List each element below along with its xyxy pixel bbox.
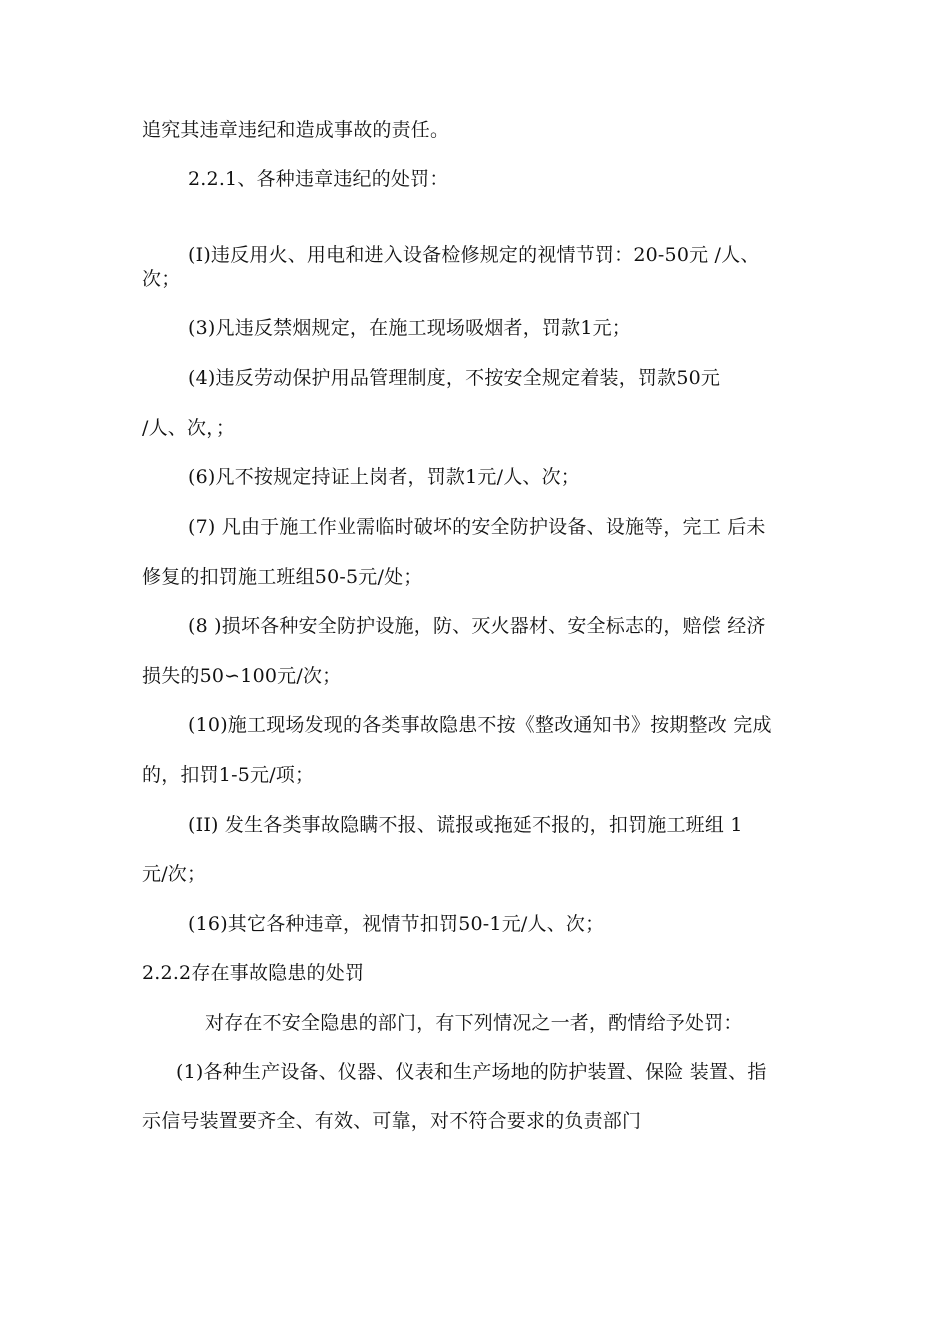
- text-line: (6)凡不按规定持证上岗者，罚款1元/人、次；: [188, 466, 581, 488]
- text-line: (I)违反用火、用电和进入设备检修规定的视情节罚：20-50元 /人、: [188, 244, 760, 266]
- text-line: 追究其违章违纪和造成事故的责任。: [142, 119, 450, 141]
- text-line: 的，扣罚1-5元/项；: [142, 764, 315, 786]
- section-heading: 2.2.1、各种违章违纪的处罚：: [188, 168, 449, 190]
- text-line: (8 )损坏各种安全防护设施，防、灭火器材、安全标志的，赔偿 经济: [188, 615, 766, 637]
- text-line: (4)违反劳动保护用品管理制度，不按安全规定着装，罚款50元: [188, 367, 721, 389]
- text-line: 修复的扣罚施工班组50-5元/处；: [142, 566, 423, 588]
- text-line: (7) 凡由于施工作业需临时破坏的安全防护设备、设施等，完工 后未: [188, 516, 766, 538]
- text-line: /人、次，；: [142, 417, 236, 439]
- text-line: (3)凡违反禁烟规定，在施工现场吸烟者，罚款1元；: [188, 317, 632, 339]
- section-heading: 2.2.2存在事故隐患的处罚: [142, 962, 365, 984]
- text-line: 示信号装置要齐全、有效、可靠，对不符合要求的负责部门: [142, 1110, 642, 1132]
- text-line: (16)其它各种违章，视情节扣罚50-1元/人、次；: [188, 913, 605, 935]
- text-line: 元/次；: [142, 863, 207, 885]
- text-line: (II) 发生各类事故隐瞒不报、谎报或拖延不报的，扣罚施工班组 1: [188, 814, 743, 836]
- text-line: 次；: [142, 268, 181, 290]
- text-line: 损失的50∽100元/次；: [142, 665, 342, 687]
- text-line: (10)施工现场发现的各类事故隐患不按《整改通知书》按期整改 完成: [188, 714, 772, 736]
- text-line: (1)各种生产设备、仪器、仪表和生产场地的防护装置、保险 装置、指: [176, 1061, 767, 1083]
- text-line: 对存在不安全隐患的部门，有下列情况之一者，酌情给予处罚：: [205, 1012, 743, 1034]
